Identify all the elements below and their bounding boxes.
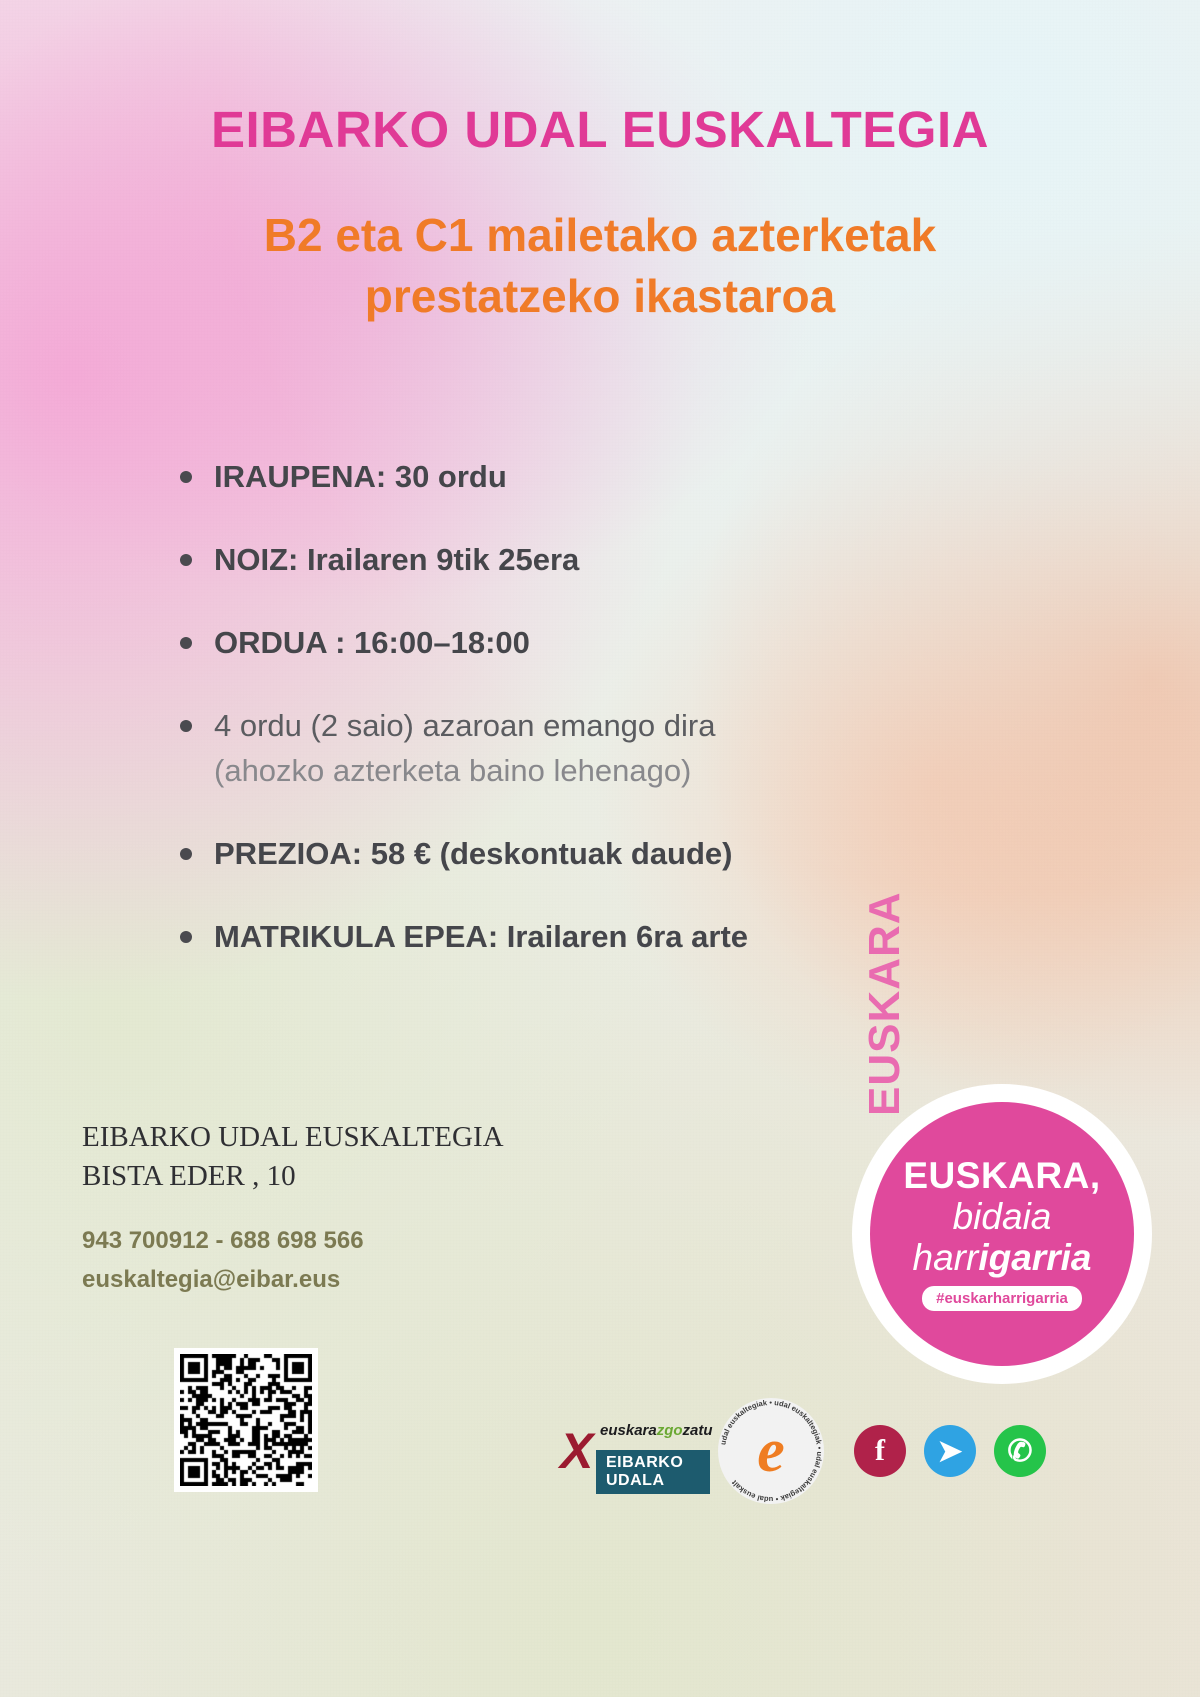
list-item-label: PREZIOA: 58 € (deskontuak daude)	[214, 835, 733, 871]
list-item-sublabel: (ahozko azterketa baino lehenago)	[214, 752, 692, 788]
udala-slogan-b: z	[656, 1422, 665, 1439]
bullet-icon	[180, 554, 192, 566]
udal-euskaltegiak-logo	[718, 1398, 824, 1504]
udal-euskaltegiak-ring-icon	[718, 1398, 824, 1504]
sticker-watermark-text: EUSKARA	[860, 891, 909, 1116]
address-line-2: BISTA EDER , 10	[82, 1160, 296, 1193]
bullet-icon	[180, 931, 192, 943]
sticker-hashtag: #euskarharrigarria	[922, 1286, 1082, 1311]
bullet-icon	[180, 471, 192, 483]
list-item	[180, 455, 1020, 500]
page-subtitle	[95, 205, 1105, 327]
list-item	[180, 621, 1020, 666]
campaign-sticker-inner	[860, 891, 1134, 1366]
list-item	[180, 704, 1020, 794]
email-address[interactable]: euskaltegia@eibar.eus	[82, 1265, 341, 1293]
udala-slogan	[600, 1422, 713, 1439]
list-item-label: 4 ordu (2 saio) azaroan emango dira	[214, 707, 716, 743]
page-title: EIBARKO UDAL EUSKALTEGIA	[211, 101, 989, 158]
sticker-line-3	[913, 1239, 1092, 1276]
eibarko-udala-logo	[560, 1420, 713, 1489]
telegram-icon[interactable]: ➤	[924, 1425, 976, 1477]
udala-slogan-c: go	[664, 1422, 683, 1439]
udala-x-icon: X	[560, 1423, 594, 1479]
udala-slogan-d: zatu	[682, 1422, 713, 1439]
list-item-label: ORDUA : 16:00–18:00	[214, 624, 530, 660]
list-item	[180, 538, 1020, 583]
bullet-icon	[180, 848, 192, 860]
letter-e-icon: e	[757, 1417, 785, 1485]
facebook-icon[interactable]: f	[854, 1425, 906, 1477]
list-item-label: MATRIKULA EPEA: Irailaren 6ra arte	[214, 918, 749, 954]
list-item-label: NOIZ: Irailaren 9tik 25era	[214, 541, 580, 577]
whatsapp-icon[interactable]: ✆	[994, 1425, 1046, 1477]
sticker-line-3b: igarria	[978, 1237, 1092, 1278]
address-line-1: EIBARKO UDAL EUSKALTEGIA	[82, 1121, 504, 1153]
svg-text:udal euskaltegiak • udal euska: udal euskaltegiak • udal euskaltegiak • udal euskaltegiak • udal euskalt	[718, 1398, 824, 1504]
list-item-label: IRAUPENA: 30 ordu	[214, 459, 507, 494]
campaign-sticker	[852, 891, 1152, 1384]
phone-numbers[interactable]: 943 700912 - 688 698 566	[82, 1227, 364, 1254]
sticker-line-3a: harr	[912, 1237, 979, 1278]
udala-name-bar: EIBARKO UDALA	[596, 1450, 710, 1494]
bullet-icon	[180, 720, 192, 732]
page-subtitle-line1: B2 eta C1 mailetako azterketak	[263, 209, 937, 261]
address-block	[82, 1118, 504, 1196]
page-subtitle-line2: prestatzeko ikastaroa	[364, 270, 836, 323]
sticker-line-2: bidaia	[952, 1196, 1052, 1237]
contact-block	[82, 1222, 364, 1300]
list-item	[180, 832, 1020, 877]
udala-slogan-a: euskara	[600, 1422, 657, 1439]
sticker-line-1: EUSKARA,	[903, 1155, 1101, 1196]
qr-code[interactable]	[174, 1348, 318, 1492]
social-links	[854, 1425, 1046, 1477]
list-item-label-group	[214, 704, 715, 794]
bullet-icon	[180, 637, 192, 649]
